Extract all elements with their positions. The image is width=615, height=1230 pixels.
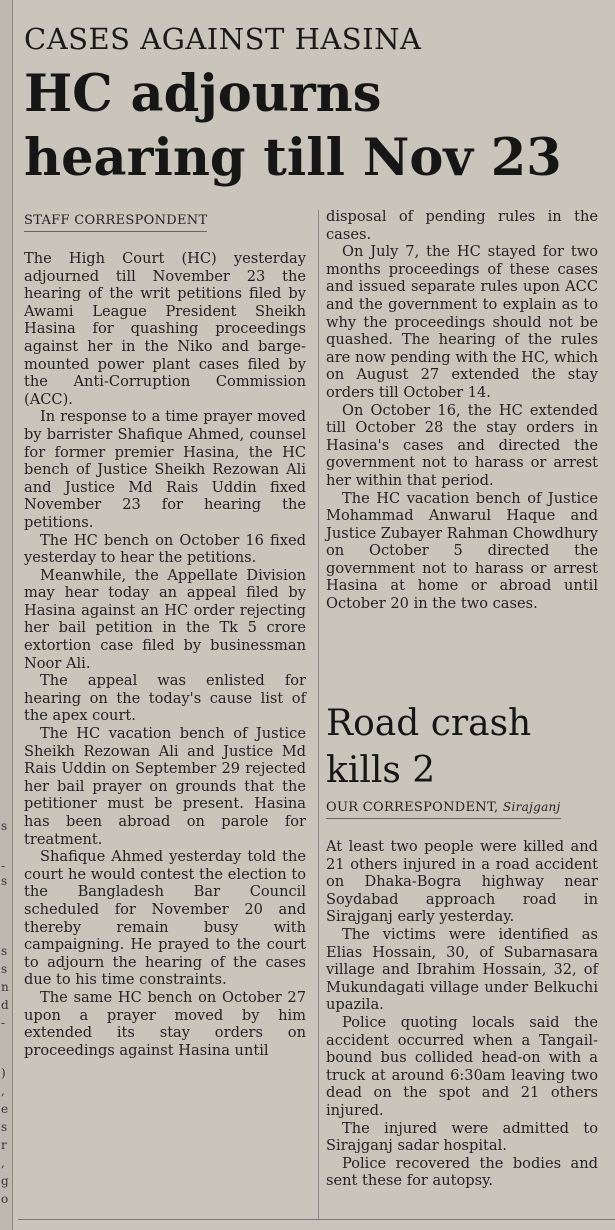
strip-char: o bbox=[1, 1192, 9, 1206]
byline-text: OUR CORRESPONDENT, bbox=[326, 800, 499, 815]
story1-column-2 bbox=[326, 208, 598, 613]
byline-staff-correspondent bbox=[24, 213, 207, 232]
story-kicker: CASES AGAINST HASINA bbox=[24, 22, 422, 56]
paragraph: The same HC bench on October 27 upon a prayer moved by him extended its stay orders on proceedings against Hasina until bbox=[24, 988, 306, 1059]
story2-body bbox=[326, 838, 598, 1190]
strip-char: s bbox=[1, 819, 8, 833]
strip-char: e bbox=[1, 1102, 9, 1116]
strip-char: - bbox=[1, 1016, 6, 1030]
paragraph: In response to a time prayer moved by barrister Shafique Ahmed, counsel for former premier Hasina, the HC bench of Justice Sheikh Rezowan Ali and Justice Md Rais Uddin fixed November 23 for hearing the petitions. bbox=[24, 408, 306, 531]
strip-char: n bbox=[1, 980, 9, 994]
column-divider bbox=[318, 210, 319, 1220]
adjacent-column-fragment bbox=[0, 0, 13, 1230]
road-crash-headline: Road crash kills 2 bbox=[326, 703, 532, 791]
strip-char: s bbox=[1, 1120, 8, 1134]
story1-column-1 bbox=[24, 250, 306, 1059]
strip-char: s bbox=[1, 874, 8, 888]
paragraph: The HC bench on October 16 fixed yesterday to hear the petitions. bbox=[24, 531, 306, 567]
paragraph: The High Court (HC) yesterday adjourned till November 23 the hearing of the writ petitions filed by Awami League President Sheikh Hasina for quashing proceedings against her in the Niko and barge-mounted power plant cases filed by the Anti-Corruption Commission (ACC). bbox=[24, 250, 306, 408]
strip-char: - bbox=[1, 859, 6, 873]
paragraph: At least two people were killed and 21 others injured in a road accident on Dhaka-Bogra highway near Soydabad approach road in Sirajganj early yesterday. bbox=[326, 838, 598, 926]
paragraph: The appeal was enlisted for hearing on the today's cause list of the apex court. bbox=[24, 672, 306, 725]
paragraph: Police quoting locals said the accident occurred when a Tangail-bound bus collided head-on with a truck at around 6:30am leaving two dead on the spot and 21 others injured. bbox=[326, 1013, 598, 1119]
strip-char: s bbox=[1, 944, 8, 958]
paragraph: The injured were admitted to Sirajganj sadar hospital. bbox=[326, 1119, 598, 1155]
paragraph: Police recovered the bodies and sent these for autopsy. bbox=[326, 1154, 598, 1190]
paragraph: disposal of pending rules in the cases. bbox=[326, 208, 598, 243]
strip-char: , bbox=[1, 1084, 5, 1098]
paragraph: Shafique Ahmed yesterday told the court he would contest the election to the Bangladesh Bar Council scheduled for November 20 and thereby remain busy with campaigning. He prayed to the court to adjourn the hearing of the cases due to his time constraints. bbox=[24, 848, 306, 989]
paragraph: The victims were identified as Elias Hossain, 30, of Subarnasara village and Ibrahim Hossain, 32, of Mukundagati village under Belkuchi upazila. bbox=[326, 925, 598, 1014]
byline-text: STAFF CORRESPONDENT bbox=[24, 213, 208, 228]
paragraph: On October 16, the HC extended till October 28 the stay orders in Hasina's cases and directed the government not to harass or arrest her within that period. bbox=[326, 401, 598, 489]
strip-char: d bbox=[1, 998, 9, 1012]
byline-our-correspondent bbox=[326, 800, 561, 819]
bottom-rule bbox=[18, 1219, 615, 1220]
strip-char: ) bbox=[1, 1066, 6, 1080]
strip-char: r bbox=[1, 1138, 7, 1152]
paragraph: The HC vacation bench of Justice Sheikh Rezowan Ali and Justice Md Rais Uddin on September 29 rejected her bail prayer on grounds that the petitioner must be present. Hasina has been abroad on parole for treatment. bbox=[24, 725, 306, 848]
paragraph: The HC vacation bench of Justice Mohammad Anwarul Haque and Justice Zubayer Rahman Chowdhury on October 5 directed the government not to harass or arrest Hasina at home or abroad until October 20 in the two cases. bbox=[326, 489, 599, 613]
main-headline: HC adjourns hearing till Nov 23 bbox=[24, 64, 562, 188]
byline-location: Sirajganj bbox=[502, 800, 561, 814]
paragraph: On July 7, the HC stayed for two months proceedings of these cases and issued separate rules upon ACC and the government to explain as to why the proceedings should not be quashed. The hearing of the rules are now pending with the HC, which on August 27 extended the stay orders till October 14. bbox=[326, 243, 598, 401]
strip-char: g bbox=[1, 1174, 9, 1188]
paragraph: Meanwhile, the Appellate Division may hear today an appeal filed by Hasina against an HC order rejecting her bail petition in the Tk 5 crore extortion case filed by businessman Noor Ali. bbox=[24, 566, 306, 672]
strip-char: s bbox=[1, 962, 8, 976]
strip-char: , bbox=[1, 1156, 5, 1170]
